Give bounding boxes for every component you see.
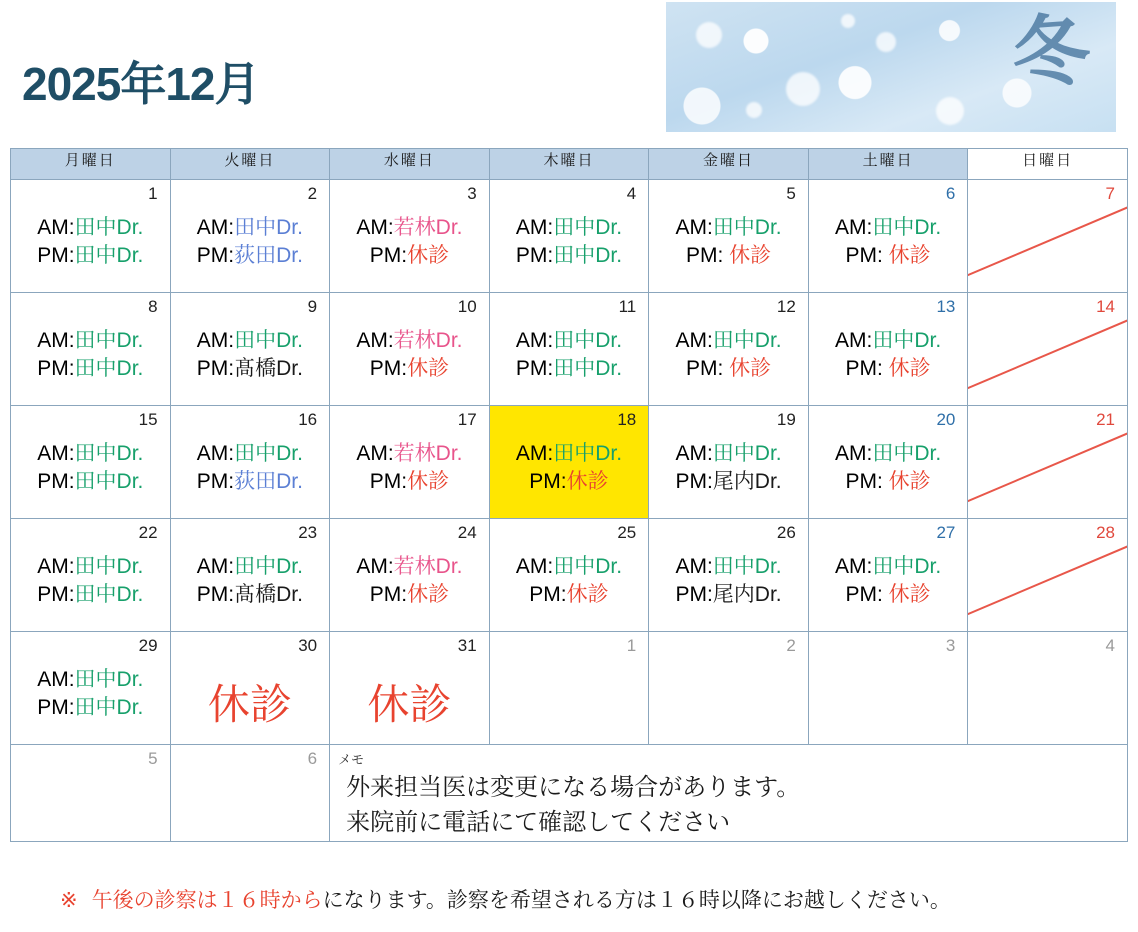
shift-entry <box>330 440 489 468</box>
shift-doctor-name: 休診 <box>407 244 450 268</box>
calendar-cell-6[interactable] <box>808 180 968 293</box>
day-number: 3 <box>467 184 477 203</box>
day-number: 3 <box>945 636 956 655</box>
shift-list <box>11 440 170 497</box>
day-number: 9 <box>307 297 318 316</box>
closed-diagonal-mark <box>968 519 1127 631</box>
shift-entry <box>330 553 489 581</box>
shift-doctor-name: 田中Dr. <box>74 442 144 465</box>
day-number: 10 <box>457 297 477 316</box>
shift-doctor-name: 田中Dr. <box>872 555 942 578</box>
weekday-header-mon: 月曜日 <box>11 149 171 180</box>
shift-period-label: AM: <box>37 216 75 239</box>
shift-period-label: PM: <box>37 470 75 494</box>
day-number: 21 <box>1096 410 1115 429</box>
calendar-header-row <box>11 149 1128 180</box>
shift-doctor-name: 田中Dr. <box>553 555 623 578</box>
calendar-body <box>11 180 1128 745</box>
calendar-week-row <box>11 519 1128 632</box>
shift-period-label: PM: <box>685 357 730 381</box>
shift-entry <box>490 327 649 355</box>
calendar-cell-24[interactable] <box>330 519 490 632</box>
shift-period-label: PM: <box>369 470 408 494</box>
shift-entry <box>649 468 808 496</box>
shift-period-label: PM: <box>37 696 75 720</box>
weekday-header-tue: 火曜日 <box>170 149 330 180</box>
shift-list <box>11 666 170 723</box>
shift-period-label: AM: <box>196 329 235 352</box>
shift-period-label: PM: <box>845 470 889 494</box>
weekday-header-sun: 日曜日 <box>968 149 1128 180</box>
shift-entry <box>330 468 489 496</box>
shift-doctor-name: 田中Dr. <box>553 329 623 352</box>
shift-period-label: AM: <box>835 216 873 239</box>
shift-doctor-name: 田中Dr. <box>74 583 144 607</box>
shift-doctor-name: 休診 <box>407 583 450 607</box>
shift-doctor-name: 尾内Dr. <box>712 470 782 494</box>
shift-list <box>649 327 808 384</box>
memo-line-2: 来院前に電話にて確認してください <box>346 808 731 836</box>
shift-entry <box>11 440 170 468</box>
shift-list <box>330 327 489 384</box>
shift-entry <box>171 242 330 270</box>
day-number: 4 <box>1105 636 1115 655</box>
shift-list <box>11 553 170 610</box>
shift-period-label: PM: <box>196 357 235 381</box>
calendar-cell-1[interactable] <box>489 632 649 745</box>
shift-period-label: PM: <box>37 244 75 268</box>
shift-period-label: AM: <box>835 555 873 578</box>
weekday-header-fri: 金曜日 <box>649 149 809 180</box>
day-number: 12 <box>776 297 796 316</box>
shift-period-label: PM: <box>845 583 889 607</box>
shift-period-label: AM: <box>356 216 394 239</box>
shift-doctor-name: 髙橋Dr. <box>234 357 303 381</box>
closed-notice: 休診 <box>367 680 452 729</box>
day-number: 27 <box>936 523 956 542</box>
shift-doctor-name: 休診 <box>888 583 931 607</box>
calendar-cell-22[interactable] <box>11 519 171 632</box>
calendar-week-row <box>11 406 1128 519</box>
day-number: 4 <box>626 184 637 203</box>
shift-doctor-name: 田中Dr. <box>553 442 623 465</box>
shift-doctor-name: 休診 <box>566 583 609 607</box>
calendar-cell-3[interactable] <box>330 180 490 293</box>
shift-period-label: AM: <box>515 555 554 578</box>
shift-doctor-name: 田中Dr. <box>234 329 303 352</box>
shift-period-label: PM: <box>515 244 554 268</box>
shift-entry <box>490 214 649 242</box>
day-number: 26 <box>776 523 796 542</box>
memo-line-1: 外来担当医は変更になる場合があります。 <box>346 774 801 801</box>
calendar-cell-27[interactable] <box>808 519 968 632</box>
shift-entry <box>330 581 489 609</box>
shift-period-label: AM: <box>515 442 554 465</box>
closed-notice: 休診 <box>207 680 292 729</box>
shift-doctor-name: 休診 <box>407 357 450 381</box>
shift-list <box>809 214 968 271</box>
shift-entry <box>330 214 489 242</box>
shift-list <box>171 553 330 610</box>
shift-entry <box>809 581 968 609</box>
calendar-cell-4[interactable] <box>968 632 1128 745</box>
closed-diagonal-mark <box>968 406 1127 518</box>
shift-period-label: AM: <box>356 442 394 465</box>
shift-entry <box>649 214 808 242</box>
shift-doctor-name: 田中Dr. <box>872 216 942 239</box>
weekday-header-wed: 水曜日 <box>330 149 490 180</box>
shift-doctor-name: 休診 <box>729 244 772 268</box>
shift-period-label: PM: <box>845 244 889 268</box>
shift-period-label: PM: <box>196 244 235 268</box>
shift-period-label: AM: <box>675 442 713 465</box>
day-number: 31 <box>457 636 477 655</box>
shift-period-label: PM: <box>675 470 713 494</box>
closed-diagonal-mark <box>968 293 1127 405</box>
day-number: 8 <box>148 297 158 316</box>
shift-entry <box>11 553 170 581</box>
shift-doctor-name: 若林Dr. <box>393 555 463 578</box>
day-number: 28 <box>1096 523 1115 542</box>
shift-entry <box>649 355 808 383</box>
shift-list <box>809 327 968 384</box>
shift-period-label: AM: <box>515 329 554 352</box>
shift-doctor-name: 田中Dr. <box>872 329 942 352</box>
shift-doctor-name: 田中Dr. <box>74 470 144 494</box>
calendar-week-row <box>11 180 1128 293</box>
calendar-cell-17[interactable] <box>330 406 490 519</box>
shift-entry <box>809 242 968 270</box>
shift-list <box>11 327 170 384</box>
memo-cell <box>330 745 1128 842</box>
calendar-cell-12[interactable] <box>649 293 809 406</box>
calendar-cell-28[interactable] <box>968 519 1128 632</box>
shift-list <box>330 553 489 610</box>
calendar-week-row <box>11 632 1128 745</box>
shift-entry <box>809 468 968 496</box>
calendar-cell-13[interactable] <box>808 293 968 406</box>
shift-list <box>649 553 808 610</box>
calendar-cell-31[interactable] <box>330 632 490 745</box>
day-number: 5 <box>148 749 158 768</box>
shift-entry <box>11 468 170 496</box>
shift-period-label: PM: <box>675 583 713 607</box>
shift-entry <box>11 666 170 694</box>
day-number: 7 <box>1105 184 1115 203</box>
winter-kanji-icon: 冬 <box>1008 4 1094 101</box>
day-number: 15 <box>138 410 158 429</box>
shift-entry <box>809 553 968 581</box>
calendar-cell-16[interactable] <box>170 406 330 519</box>
shift-doctor-name: 休診 <box>566 470 609 494</box>
shift-doctor-name: 休診 <box>729 357 772 381</box>
shift-entry <box>649 581 808 609</box>
shift-period-label: AM: <box>675 329 713 352</box>
shift-entry <box>490 242 649 270</box>
shift-doctor-name: 田中Dr. <box>872 442 942 465</box>
day-number: 6 <box>945 184 956 203</box>
calendar-cell-9[interactable] <box>170 293 330 406</box>
shift-period-label: PM: <box>685 244 730 268</box>
shift-period-label: PM: <box>37 583 75 607</box>
calendar-cell-2[interactable] <box>170 180 330 293</box>
shift-period-label: AM: <box>37 555 75 578</box>
shift-list <box>809 440 968 497</box>
shift-list <box>809 553 968 610</box>
shift-entry <box>11 242 170 270</box>
shift-doctor-name: 休診 <box>888 357 931 381</box>
calendar-cell-10[interactable] <box>330 293 490 406</box>
shift-period-label: AM: <box>196 442 235 465</box>
shift-doctor-name: 若林Dr. <box>393 442 463 465</box>
shift-entry <box>11 327 170 355</box>
shift-entry <box>11 355 170 383</box>
shift-doctor-name: 休診 <box>407 470 450 494</box>
shift-entry <box>171 468 330 496</box>
shift-period-label: AM: <box>675 216 713 239</box>
calendar-cell-1[interactable] <box>11 180 171 293</box>
shift-doctor-name: 田中Dr. <box>712 442 782 465</box>
shift-doctor-name: 田中Dr. <box>234 442 303 465</box>
schedule-calendar <box>10 148 1128 842</box>
shift-period-label: AM: <box>835 442 873 465</box>
day-number: 30 <box>298 636 318 655</box>
shift-entry <box>490 581 649 609</box>
shift-doctor-name: 田中Dr. <box>553 357 623 381</box>
calendar-cell-11[interactable] <box>489 293 649 406</box>
shift-doctor-name: 田中Dr. <box>74 555 144 578</box>
shift-period-label: PM: <box>369 583 408 607</box>
shift-list <box>649 440 808 497</box>
calendar-week-row <box>11 293 1128 406</box>
shift-entry <box>649 553 808 581</box>
day-number: 14 <box>1096 297 1115 316</box>
day-number: 13 <box>936 297 956 316</box>
calendar-cell-4[interactable] <box>489 180 649 293</box>
shift-list <box>171 327 330 384</box>
footnote <box>60 884 951 914</box>
shift-period-label: PM: <box>196 583 235 607</box>
weekday-header-thu: 木曜日 <box>489 149 649 180</box>
shift-doctor-name: 田中Dr. <box>234 555 303 578</box>
shift-doctor-name: 若林Dr. <box>393 329 463 352</box>
day-number: 18 <box>617 410 637 429</box>
shift-list <box>330 214 489 271</box>
footnote-mark-icon: ※ <box>60 889 78 912</box>
calendar-cell-7[interactable] <box>968 180 1128 293</box>
day-number: 16 <box>298 410 318 429</box>
shift-entry <box>649 242 808 270</box>
day-number: 11 <box>618 297 637 316</box>
shift-entry <box>11 581 170 609</box>
shift-entry <box>171 581 330 609</box>
shift-entry <box>490 553 649 581</box>
day-number: 29 <box>138 636 158 655</box>
day-number: 25 <box>617 523 637 542</box>
shift-doctor-name: 髙橋Dr. <box>234 583 303 607</box>
day-number: 5 <box>786 184 796 203</box>
calendar-cell-29[interactable] <box>11 632 171 745</box>
shift-entry <box>330 242 489 270</box>
shift-period-label: AM: <box>37 668 75 691</box>
shift-doctor-name: 田中Dr. <box>74 329 144 352</box>
day-number: 23 <box>298 523 318 542</box>
shift-entry <box>330 355 489 383</box>
shift-entry <box>171 440 330 468</box>
shift-doctor-name: 田中Dr. <box>74 696 144 720</box>
shift-doctor-name: 若林Dr. <box>393 216 463 239</box>
shift-period-label: PM: <box>369 357 408 381</box>
shift-period-label: AM: <box>675 555 713 578</box>
shift-list <box>649 214 808 271</box>
shift-entry <box>809 327 968 355</box>
shift-list <box>171 440 330 497</box>
shift-doctor-name: 田中Dr. <box>74 244 144 268</box>
shift-period-label: PM: <box>515 357 554 381</box>
day-number: 17 <box>457 410 477 429</box>
shift-list <box>171 214 330 271</box>
shift-period-label: AM: <box>196 555 235 578</box>
footnote-rest-text: になります。診察を希望される方は１６時以降にお越しください。 <box>322 889 951 912</box>
footnote-warning-text: 午後の診察は１６時から <box>91 889 323 912</box>
shift-doctor-name: 田中Dr. <box>74 668 144 691</box>
shift-period-label: AM: <box>37 442 75 465</box>
day-number: 20 <box>936 410 956 429</box>
shift-period-label: AM: <box>37 329 75 352</box>
shift-list <box>490 440 649 497</box>
shift-doctor-name: 田中Dr. <box>712 329 782 352</box>
calendar-cell-18[interactable] <box>489 406 649 519</box>
shift-entry <box>809 355 968 383</box>
shift-list <box>490 327 649 384</box>
shift-list <box>490 214 649 271</box>
shift-doctor-name: 田中Dr. <box>74 216 144 239</box>
shift-entry <box>490 440 649 468</box>
shift-list <box>11 214 170 271</box>
shift-entry <box>171 553 330 581</box>
shift-period-label: AM: <box>196 216 235 239</box>
calendar-cell-26[interactable] <box>649 519 809 632</box>
day-number: 24 <box>457 523 477 542</box>
memo-label: メモ <box>338 752 365 767</box>
calendar-cell-8[interactable] <box>11 293 171 406</box>
shift-entry <box>649 440 808 468</box>
calendar-cell-25[interactable] <box>489 519 649 632</box>
calendar-cell-20[interactable] <box>808 406 968 519</box>
calendar-cell-15[interactable] <box>11 406 171 519</box>
shift-doctor-name: 田中Dr. <box>553 216 623 239</box>
shift-period-label: PM: <box>196 470 235 494</box>
shift-period-label: PM: <box>369 244 408 268</box>
calendar-cell-next-6 <box>170 745 330 842</box>
shift-entry <box>171 214 330 242</box>
day-number: 22 <box>138 523 158 542</box>
shift-period-label: PM: <box>529 470 567 494</box>
shift-entry <box>11 214 170 242</box>
calendar-cell-3[interactable] <box>808 632 968 745</box>
shift-doctor-name: 休診 <box>888 244 931 268</box>
shift-doctor-name: 田中Dr. <box>553 244 623 268</box>
shift-entry <box>809 214 968 242</box>
shift-period-label: PM: <box>529 583 567 607</box>
day-number: 19 <box>776 410 796 429</box>
winter-photo-banner <box>666 2 1116 132</box>
day-number: 6 <box>307 749 318 768</box>
shift-entry <box>330 327 489 355</box>
shift-list <box>490 553 649 610</box>
shift-doctor-name: 田中Dr. <box>74 357 144 381</box>
shift-period-label: PM: <box>37 357 75 381</box>
shift-period-label: AM: <box>835 329 873 352</box>
shift-doctor-name: 休診 <box>888 470 931 494</box>
shift-period-label: AM: <box>515 216 554 239</box>
shift-doctor-name: 田中Dr. <box>712 555 782 578</box>
shift-entry <box>649 327 808 355</box>
page-title: 2025年12月 <box>22 58 260 110</box>
shift-entry <box>171 355 330 383</box>
day-number: 2 <box>786 636 796 655</box>
shift-list <box>330 440 489 497</box>
calendar-cell-next-5 <box>11 745 171 842</box>
calendar-cell-2[interactable] <box>649 632 809 745</box>
calendar-cell-21[interactable] <box>968 406 1128 519</box>
shift-entry <box>171 327 330 355</box>
day-number: 1 <box>626 636 637 655</box>
calendar-cell-14[interactable] <box>968 293 1128 406</box>
shift-doctor-name: 田中Dr. <box>234 216 303 239</box>
day-number: 2 <box>307 184 318 203</box>
shift-doctor-name: 荻田Dr. <box>234 470 303 494</box>
shift-doctor-name: 尾内Dr. <box>712 583 782 607</box>
shift-doctor-name: 田中Dr. <box>712 216 782 239</box>
memo-text <box>346 771 800 841</box>
shift-entry <box>11 694 170 722</box>
calendar-cell-23[interactable] <box>170 519 330 632</box>
day-number: 1 <box>148 184 158 203</box>
closed-diagonal-mark <box>968 180 1127 292</box>
shift-entry <box>490 468 649 496</box>
shift-entry <box>490 355 649 383</box>
calendar-cell-30[interactable] <box>170 632 330 745</box>
calendar-cell-5[interactable] <box>649 180 809 293</box>
shift-period-label: AM: <box>356 329 394 352</box>
shift-entry <box>809 440 968 468</box>
calendar-cell-19[interactable] <box>649 406 809 519</box>
weekday-header-sat: 土曜日 <box>808 149 968 180</box>
page-header <box>0 0 1138 140</box>
memo-row <box>11 745 1128 842</box>
shift-period-label: AM: <box>356 555 394 578</box>
shift-period-label: PM: <box>845 357 889 381</box>
shift-doctor-name: 荻田Dr. <box>234 244 303 268</box>
